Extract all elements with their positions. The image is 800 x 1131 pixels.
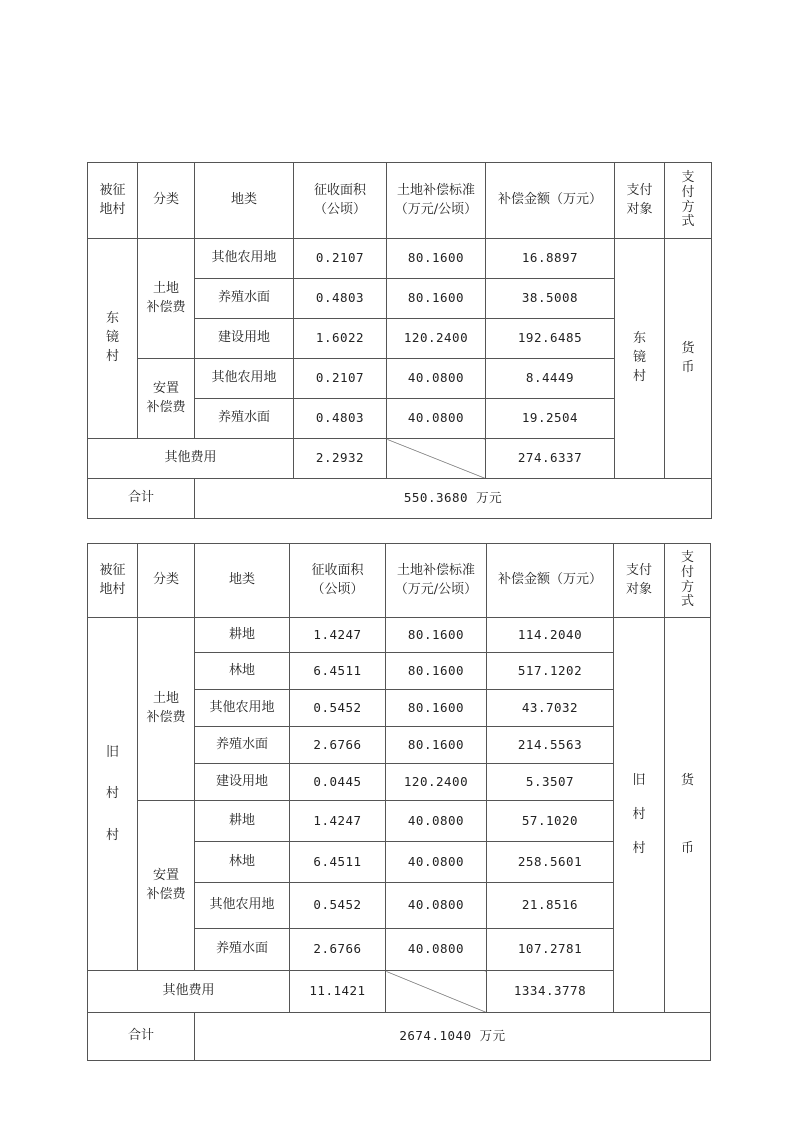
amount-value: 214.5563 [487,727,614,764]
area-value: 1.4247 [290,801,386,842]
standard-value: 80.1600 [387,239,486,279]
compensation-table-2 [87,543,711,1061]
area-value: 0.4803 [294,399,387,439]
land-type: 养殖水面 [195,399,294,439]
amount-value: 57.1020 [487,801,614,842]
amount-value: 5.3507 [487,764,614,801]
amount-value: 16.8897 [486,239,615,279]
standard-value: 80.1600 [387,279,486,319]
area-value: 0.5452 [290,883,386,929]
total-row [88,479,712,519]
amount-value: 517.1202 [487,653,614,690]
land-type: 耕地 [195,801,290,842]
area-value: 1.6022 [294,319,387,359]
land-type: 养殖水面 [195,727,290,764]
header-land-type: 地类 [195,163,294,239]
land-type: 其他农用地 [195,690,290,727]
other-fees-area: 2.2932 [294,439,387,479]
other-fees-area: 11.1421 [290,971,386,1013]
compensation-table-1 [87,162,712,519]
header-pay-method: 支 付 方 式 [665,544,711,618]
area-value: 6.4511 [290,842,386,883]
header-payee: 支付 对象 [615,163,665,239]
land-type: 其他农用地 [195,239,294,279]
land-type: 养殖水面 [195,929,290,971]
diagonal-empty-cell [387,439,486,479]
area-value: 0.2107 [294,239,387,279]
table-row [88,239,712,279]
area-value: 6.4511 [290,653,386,690]
other-fees-label: 其他费用 [88,971,290,1013]
other-fees-amount: 1334.3778 [487,971,614,1013]
other-fees-amount: 274.6337 [486,439,615,479]
other-fees-label: 其他费用 [88,439,294,479]
area-value: 1.4247 [290,618,386,653]
area-value: 0.4803 [294,279,387,319]
land-type: 其他农用地 [195,359,294,399]
category-label: 土地 补偿费 [138,239,195,359]
standard-value: 120.2400 [387,319,486,359]
amount-value: 38.5008 [486,279,615,319]
header-pay-method: 支 付 方 式 [665,163,712,239]
amount-value: 192.6485 [486,319,615,359]
standard-value: 40.0800 [386,801,487,842]
area-value: 2.6766 [290,727,386,764]
standard-value: 80.1600 [386,653,487,690]
header-amount: 补偿金额（万元） [486,163,615,239]
land-type: 建设用地 [195,319,294,359]
header-amount: 补偿金额（万元） [487,544,614,618]
header-standard: 土地补偿标准 （万元/公顷） [387,163,486,239]
total-value: 2674.1040 万元 [195,1013,711,1061]
standard-value: 80.1600 [386,618,487,653]
header-land-type: 地类 [195,544,290,618]
header-payee: 支付 对象 [614,544,665,618]
total-label: 合计 [88,479,195,519]
standard-value: 80.1600 [386,727,487,764]
village-name: 东 镜 村 [88,239,138,439]
standard-value: 80.1600 [386,690,487,727]
category-label: 安置 补偿费 [138,359,195,439]
payee-name: 旧 村 村 [614,618,665,1013]
land-type: 建设用地 [195,764,290,801]
header-standard: 土地补偿标准 （万元/公顷） [386,544,487,618]
total-row [88,1013,711,1061]
standard-value: 40.0800 [386,842,487,883]
area-value: 0.5452 [290,690,386,727]
table-row [88,618,711,653]
standard-value: 120.2400 [386,764,487,801]
land-type: 其他农用地 [195,883,290,929]
payee-name: 东 镜 村 [615,239,665,479]
area-value: 0.2107 [294,359,387,399]
header-category: 分类 [138,163,195,239]
pay-method: 货 币 [665,239,712,479]
pay-method: 货 币 [665,618,711,1013]
standard-value: 40.0800 [387,359,486,399]
category-label: 安置 补偿费 [138,801,195,971]
standard-value: 40.0800 [387,399,486,439]
land-type: 耕地 [195,618,290,653]
land-type: 林地 [195,842,290,883]
land-type: 养殖水面 [195,279,294,319]
amount-value: 258.5601 [487,842,614,883]
village-name: 旧 村 村 [88,618,138,971]
amount-value: 8.4449 [486,359,615,399]
diagonal-empty-cell [386,971,487,1013]
standard-value: 40.0800 [386,883,487,929]
header-village: 被征 地村 [88,163,138,239]
amount-value: 107.2781 [487,929,614,971]
header-area: 征收面积 （公顷） [294,163,387,239]
category-label: 土地 补偿费 [138,618,195,801]
area-value: 0.0445 [290,764,386,801]
total-value: 550.3680 万元 [195,479,712,519]
land-type: 林地 [195,653,290,690]
amount-value: 114.2040 [487,618,614,653]
standard-value: 40.0800 [386,929,487,971]
amount-value: 21.8516 [487,883,614,929]
header-area: 征收面积 （公顷） [290,544,386,618]
total-label: 合计 [88,1013,195,1061]
header-village: 被征 地村 [88,544,138,618]
header-category: 分类 [138,544,195,618]
amount-value: 43.7032 [487,690,614,727]
amount-value: 19.2504 [486,399,615,439]
area-value: 2.6766 [290,929,386,971]
